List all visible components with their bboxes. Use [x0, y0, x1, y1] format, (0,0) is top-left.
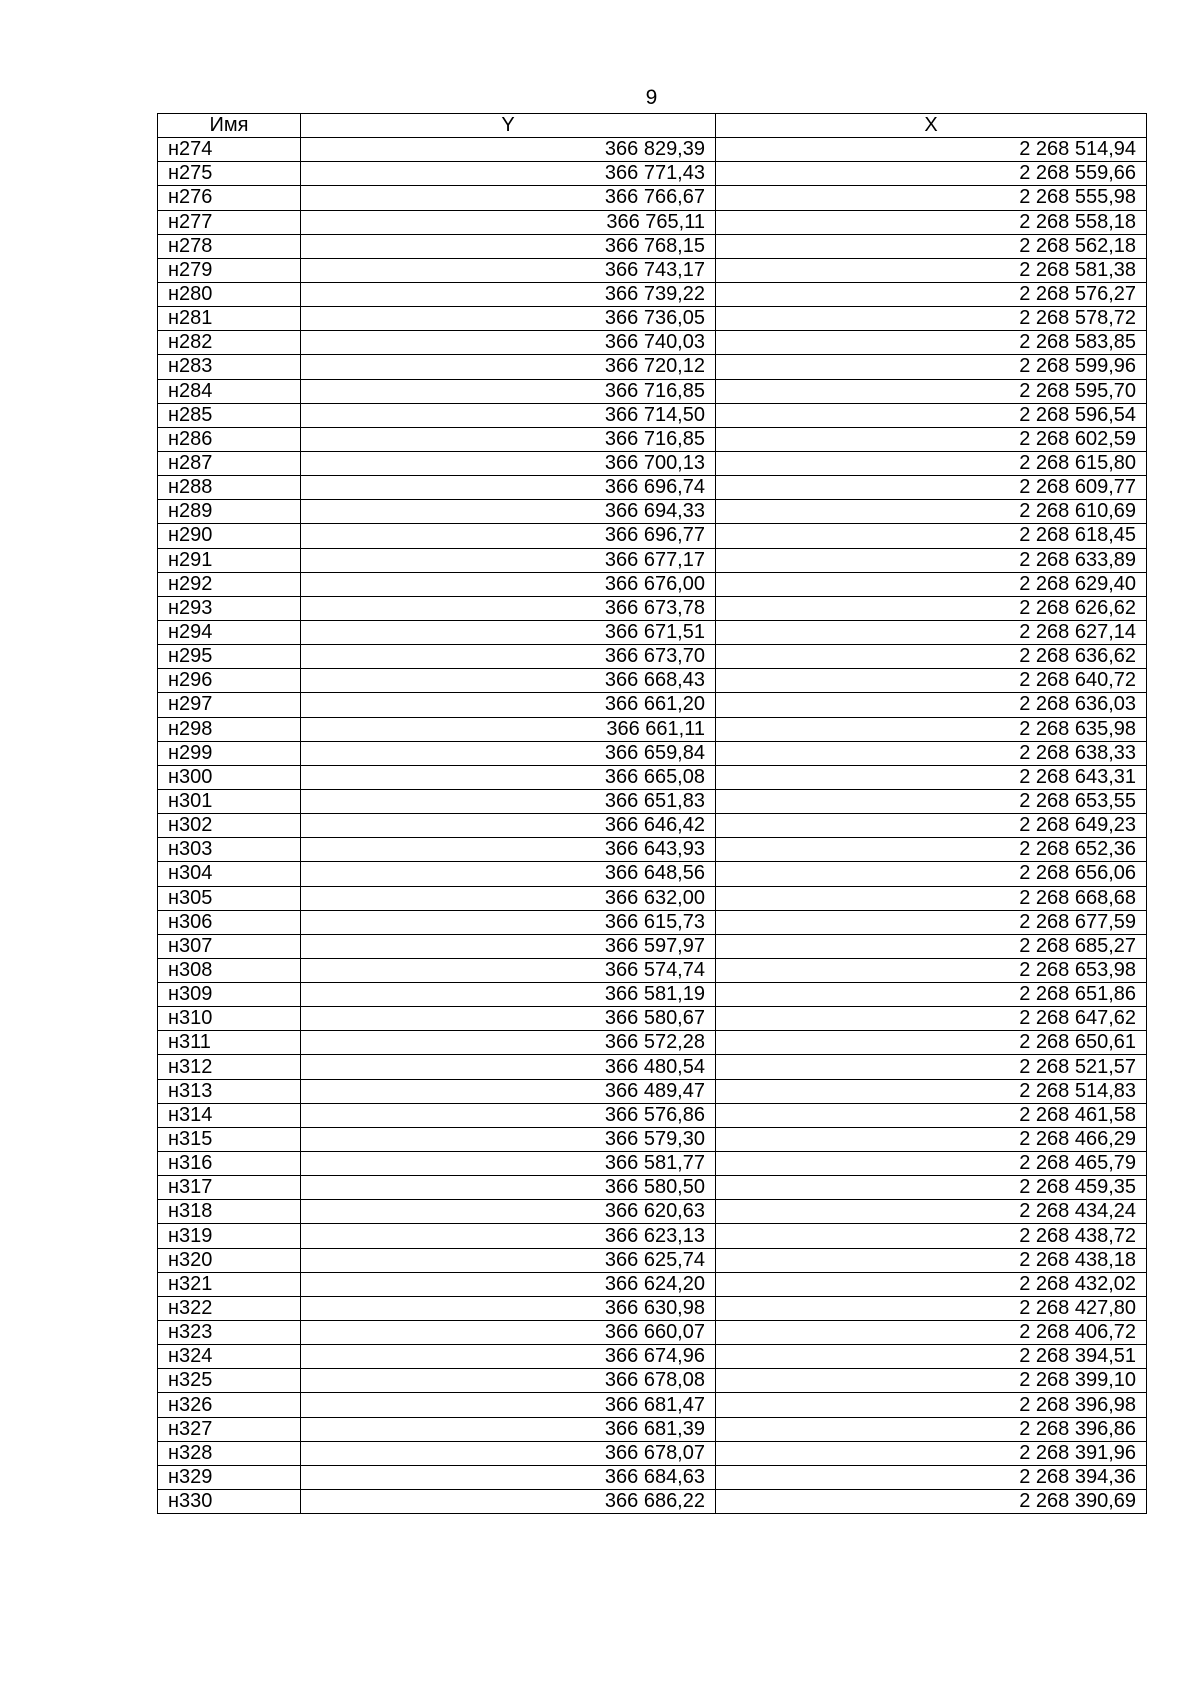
- table-row: [158, 451, 1147, 475]
- table-row: [158, 282, 1147, 306]
- point-name-cell: н321: [158, 1272, 301, 1296]
- table-row: [158, 1103, 1147, 1127]
- table-row: [158, 1490, 1147, 1514]
- point-name-cell: н284: [158, 379, 301, 403]
- y-coordinate-cell: 366 580,50: [301, 1176, 716, 1200]
- point-name-cell: н277: [158, 210, 301, 234]
- y-coordinate-cell: 366 668,43: [301, 669, 716, 693]
- y-coordinate-cell: 366 678,08: [301, 1369, 716, 1393]
- table-row: [158, 693, 1147, 717]
- point-name-cell: н274: [158, 138, 301, 162]
- table-row: [158, 1345, 1147, 1369]
- y-coordinate-cell: 366 632,00: [301, 886, 716, 910]
- table-row: [158, 1417, 1147, 1441]
- x-coordinate-cell: 2 268 466,29: [716, 1127, 1147, 1151]
- y-coordinate-cell: 366 671,51: [301, 620, 716, 644]
- point-name-cell: н282: [158, 331, 301, 355]
- x-coordinate-cell: 2 268 596,54: [716, 403, 1147, 427]
- point-name-cell: н289: [158, 500, 301, 524]
- table-row: [158, 355, 1147, 379]
- point-name-cell: н276: [158, 186, 301, 210]
- x-coordinate-cell: 2 268 461,58: [716, 1103, 1147, 1127]
- point-name-cell: н326: [158, 1393, 301, 1417]
- y-coordinate-cell: 366 681,47: [301, 1393, 716, 1417]
- x-coordinate-cell: 2 268 653,55: [716, 789, 1147, 813]
- table-row: [158, 1393, 1147, 1417]
- point-name-cell: н320: [158, 1248, 301, 1272]
- y-coordinate-cell: 366 648,56: [301, 862, 716, 886]
- y-coordinate-cell: 366 651,83: [301, 789, 716, 813]
- table-row: [158, 1007, 1147, 1031]
- x-coordinate-cell: 2 268 609,77: [716, 476, 1147, 500]
- point-name-cell: н325: [158, 1369, 301, 1393]
- point-name-cell: н295: [158, 645, 301, 669]
- table-row: [158, 669, 1147, 693]
- y-coordinate-cell: 366 716,85: [301, 427, 716, 451]
- x-coordinate-cell: 2 268 610,69: [716, 500, 1147, 524]
- y-coordinate-cell: 366 765,11: [301, 210, 716, 234]
- y-coordinate-cell: 366 580,67: [301, 1007, 716, 1031]
- y-coordinate-cell: 366 673,78: [301, 596, 716, 620]
- table-row: [158, 186, 1147, 210]
- y-coordinate-cell: 366 716,85: [301, 379, 716, 403]
- x-coordinate-cell: 2 268 555,98: [716, 186, 1147, 210]
- y-coordinate-cell: 366 743,17: [301, 258, 716, 282]
- table-row: [158, 765, 1147, 789]
- y-coordinate-cell: 366 720,12: [301, 355, 716, 379]
- point-name-cell: н283: [158, 355, 301, 379]
- point-name-cell: н322: [158, 1296, 301, 1320]
- column-header-x: X: [716, 114, 1147, 138]
- x-coordinate-cell: 2 268 562,18: [716, 234, 1147, 258]
- x-coordinate-cell: 2 268 656,06: [716, 862, 1147, 886]
- x-coordinate-cell: 2 268 668,68: [716, 886, 1147, 910]
- y-coordinate-cell: 366 694,33: [301, 500, 716, 524]
- point-name-cell: н300: [158, 765, 301, 789]
- point-name-cell: н287: [158, 451, 301, 475]
- table-row: [158, 1272, 1147, 1296]
- point-name-cell: н278: [158, 234, 301, 258]
- y-coordinate-cell: 366 676,00: [301, 572, 716, 596]
- x-coordinate-cell: 2 268 599,96: [716, 355, 1147, 379]
- point-name-cell: н324: [158, 1345, 301, 1369]
- table-row: [158, 1224, 1147, 1248]
- table-row: [158, 910, 1147, 934]
- x-coordinate-cell: 2 268 558,18: [716, 210, 1147, 234]
- y-coordinate-cell: 366 615,73: [301, 910, 716, 934]
- table-row: [158, 789, 1147, 813]
- x-coordinate-cell: 2 268 390,69: [716, 1490, 1147, 1514]
- table-row: [158, 838, 1147, 862]
- point-name-cell: н314: [158, 1103, 301, 1127]
- table-row: [158, 1055, 1147, 1079]
- y-coordinate-cell: 366 581,77: [301, 1152, 716, 1176]
- point-name-cell: н291: [158, 548, 301, 572]
- table-row: [158, 1248, 1147, 1272]
- page-number: 9: [645, 86, 658, 109]
- table-row: [158, 138, 1147, 162]
- table-row: [158, 934, 1147, 958]
- x-coordinate-cell: 2 268 394,36: [716, 1465, 1147, 1489]
- point-name-cell: н294: [158, 620, 301, 644]
- x-coordinate-cell: 2 268 640,72: [716, 669, 1147, 693]
- point-name-cell: н310: [158, 1007, 301, 1031]
- x-coordinate-cell: 2 268 649,23: [716, 814, 1147, 838]
- y-coordinate-cell: 366 677,17: [301, 548, 716, 572]
- point-name-cell: н275: [158, 162, 301, 186]
- x-coordinate-cell: 2 268 514,94: [716, 138, 1147, 162]
- x-coordinate-cell: 2 268 465,79: [716, 1152, 1147, 1176]
- point-name-cell: н317: [158, 1176, 301, 1200]
- table-row: [158, 427, 1147, 451]
- table-row: [158, 958, 1147, 982]
- table-body: [158, 138, 1147, 1514]
- table-row: [158, 983, 1147, 1007]
- point-name-cell: н296: [158, 669, 301, 693]
- x-coordinate-cell: 2 268 602,59: [716, 427, 1147, 451]
- table-row: [158, 620, 1147, 644]
- y-coordinate-cell: 366 771,43: [301, 162, 716, 186]
- x-coordinate-cell: 2 268 629,40: [716, 572, 1147, 596]
- x-coordinate-cell: 2 268 394,51: [716, 1345, 1147, 1369]
- x-coordinate-cell: 2 268 626,62: [716, 596, 1147, 620]
- x-coordinate-cell: 2 268 643,31: [716, 765, 1147, 789]
- y-coordinate-cell: 366 739,22: [301, 282, 716, 306]
- table-row: [158, 379, 1147, 403]
- table-row: [158, 1465, 1147, 1489]
- y-coordinate-cell: 366 630,98: [301, 1296, 716, 1320]
- table-row: [158, 162, 1147, 186]
- table-row: [158, 1079, 1147, 1103]
- x-coordinate-cell: 2 268 647,62: [716, 1007, 1147, 1031]
- point-name-cell: н286: [158, 427, 301, 451]
- y-coordinate-cell: 366 597,97: [301, 934, 716, 958]
- table-row: [158, 717, 1147, 741]
- y-coordinate-cell: 366 581,19: [301, 983, 716, 1007]
- point-name-cell: н301: [158, 789, 301, 813]
- point-name-cell: н299: [158, 741, 301, 765]
- x-coordinate-cell: 2 268 685,27: [716, 934, 1147, 958]
- header-row: [158, 114, 1147, 138]
- x-coordinate-cell: 2 268 521,57: [716, 1055, 1147, 1079]
- x-coordinate-cell: 2 268 653,98: [716, 958, 1147, 982]
- y-coordinate-cell: 366 659,84: [301, 741, 716, 765]
- table-row: [158, 476, 1147, 500]
- x-coordinate-cell: 2 268 636,03: [716, 693, 1147, 717]
- y-coordinate-cell: 366 714,50: [301, 403, 716, 427]
- y-coordinate-cell: 366 700,13: [301, 451, 716, 475]
- y-coordinate-cell: 366 660,07: [301, 1321, 716, 1345]
- table-row: [158, 814, 1147, 838]
- y-coordinate-cell: 366 661,11: [301, 717, 716, 741]
- table-row: [158, 234, 1147, 258]
- table-row: [158, 548, 1147, 572]
- table-row: [158, 1441, 1147, 1465]
- point-name-cell: н311: [158, 1031, 301, 1055]
- point-name-cell: н309: [158, 983, 301, 1007]
- x-coordinate-cell: 2 268 638,33: [716, 741, 1147, 765]
- x-coordinate-cell: 2 268 650,61: [716, 1031, 1147, 1055]
- y-coordinate-cell: 366 489,47: [301, 1079, 716, 1103]
- x-coordinate-cell: 2 268 583,85: [716, 331, 1147, 355]
- point-name-cell: н328: [158, 1441, 301, 1465]
- point-name-cell: н319: [158, 1224, 301, 1248]
- point-name-cell: н323: [158, 1321, 301, 1345]
- table-row: [158, 307, 1147, 331]
- x-coordinate-cell: 2 268 581,38: [716, 258, 1147, 282]
- y-coordinate-cell: 366 661,20: [301, 693, 716, 717]
- point-name-cell: н305: [158, 886, 301, 910]
- x-coordinate-cell: 2 268 635,98: [716, 717, 1147, 741]
- y-coordinate-cell: 366 480,54: [301, 1055, 716, 1079]
- y-coordinate-cell: 366 646,42: [301, 814, 716, 838]
- column-header-name: Имя: [158, 114, 301, 138]
- point-name-cell: н302: [158, 814, 301, 838]
- x-coordinate-cell: 2 268 651,86: [716, 983, 1147, 1007]
- x-coordinate-cell: 2 268 677,59: [716, 910, 1147, 934]
- table-row: [158, 886, 1147, 910]
- x-coordinate-cell: 2 268 438,18: [716, 1248, 1147, 1272]
- y-coordinate-cell: 366 740,03: [301, 331, 716, 355]
- table-row: [158, 1127, 1147, 1151]
- table-row: [158, 1031, 1147, 1055]
- point-name-cell: н297: [158, 693, 301, 717]
- point-name-cell: н293: [158, 596, 301, 620]
- point-name-cell: н304: [158, 862, 301, 886]
- y-coordinate-cell: 366 674,96: [301, 1345, 716, 1369]
- table-row: [158, 524, 1147, 548]
- y-coordinate-cell: 366 572,28: [301, 1031, 716, 1055]
- x-coordinate-cell: 2 268 459,35: [716, 1176, 1147, 1200]
- y-coordinate-cell: 366 678,07: [301, 1441, 716, 1465]
- table-row: [158, 1369, 1147, 1393]
- table-row: [158, 403, 1147, 427]
- y-coordinate-cell: 366 681,39: [301, 1417, 716, 1441]
- table-row: [158, 862, 1147, 886]
- y-coordinate-cell: 366 576,86: [301, 1103, 716, 1127]
- x-coordinate-cell: 2 268 514,83: [716, 1079, 1147, 1103]
- x-coordinate-cell: 2 268 578,72: [716, 307, 1147, 331]
- y-coordinate-cell: 366 620,63: [301, 1200, 716, 1224]
- table-header: [158, 114, 1147, 138]
- y-coordinate-cell: 366 574,74: [301, 958, 716, 982]
- y-coordinate-cell: 366 624,20: [301, 1272, 716, 1296]
- table-row: [158, 1321, 1147, 1345]
- x-coordinate-cell: 2 268 636,62: [716, 645, 1147, 669]
- y-coordinate-cell: 366 665,08: [301, 765, 716, 789]
- point-name-cell: н280: [158, 282, 301, 306]
- coordinates-table: [157, 113, 1147, 1514]
- y-coordinate-cell: 366 579,30: [301, 1127, 716, 1151]
- point-name-cell: н315: [158, 1127, 301, 1151]
- table-row: [158, 596, 1147, 620]
- x-coordinate-cell: 2 268 627,14: [716, 620, 1147, 644]
- y-coordinate-cell: 366 625,74: [301, 1248, 716, 1272]
- point-name-cell: н288: [158, 476, 301, 500]
- table-row: [158, 1176, 1147, 1200]
- point-name-cell: н303: [158, 838, 301, 862]
- x-coordinate-cell: 2 268 576,27: [716, 282, 1147, 306]
- point-name-cell: н313: [158, 1079, 301, 1103]
- y-coordinate-cell: 366 696,74: [301, 476, 716, 500]
- table-row: [158, 258, 1147, 282]
- x-coordinate-cell: 2 268 633,89: [716, 548, 1147, 572]
- x-coordinate-cell: 2 268 615,80: [716, 451, 1147, 475]
- y-coordinate-cell: 366 768,15: [301, 234, 716, 258]
- x-coordinate-cell: 2 268 427,80: [716, 1296, 1147, 1320]
- x-coordinate-cell: 2 268 434,24: [716, 1200, 1147, 1224]
- point-name-cell: н292: [158, 572, 301, 596]
- table-row: [158, 741, 1147, 765]
- y-coordinate-cell: 366 736,05: [301, 307, 716, 331]
- point-name-cell: н281: [158, 307, 301, 331]
- table-row: [158, 210, 1147, 234]
- column-header-y: Y: [301, 114, 716, 138]
- x-coordinate-cell: 2 268 438,72: [716, 1224, 1147, 1248]
- point-name-cell: н312: [158, 1055, 301, 1079]
- point-name-cell: н306: [158, 910, 301, 934]
- x-coordinate-cell: 2 268 399,10: [716, 1369, 1147, 1393]
- point-name-cell: н279: [158, 258, 301, 282]
- y-coordinate-cell: 366 696,77: [301, 524, 716, 548]
- table-row: [158, 331, 1147, 355]
- y-coordinate-cell: 366 766,67: [301, 186, 716, 210]
- point-name-cell: н316: [158, 1152, 301, 1176]
- x-coordinate-cell: 2 268 432,02: [716, 1272, 1147, 1296]
- table-row: [158, 500, 1147, 524]
- table-row: [158, 572, 1147, 596]
- y-coordinate-cell: 366 673,70: [301, 645, 716, 669]
- x-coordinate-cell: 2 268 652,36: [716, 838, 1147, 862]
- x-coordinate-cell: 2 268 618,45: [716, 524, 1147, 548]
- point-name-cell: н330: [158, 1490, 301, 1514]
- table-row: [158, 645, 1147, 669]
- x-coordinate-cell: 2 268 396,98: [716, 1393, 1147, 1417]
- point-name-cell: н329: [158, 1465, 301, 1489]
- y-coordinate-cell: 366 686,22: [301, 1490, 716, 1514]
- x-coordinate-cell: 2 268 396,86: [716, 1417, 1147, 1441]
- point-name-cell: н307: [158, 934, 301, 958]
- y-coordinate-cell: 366 643,93: [301, 838, 716, 862]
- point-name-cell: н318: [158, 1200, 301, 1224]
- y-coordinate-cell: 366 623,13: [301, 1224, 716, 1248]
- x-coordinate-cell: 2 268 406,72: [716, 1321, 1147, 1345]
- x-coordinate-cell: 2 268 391,96: [716, 1441, 1147, 1465]
- y-coordinate-cell: 366 684,63: [301, 1465, 716, 1489]
- point-name-cell: н285: [158, 403, 301, 427]
- point-name-cell: н308: [158, 958, 301, 982]
- point-name-cell: н327: [158, 1417, 301, 1441]
- x-coordinate-cell: 2 268 595,70: [716, 379, 1147, 403]
- point-name-cell: н298: [158, 717, 301, 741]
- table-row: [158, 1200, 1147, 1224]
- y-coordinate-cell: 366 829,39: [301, 138, 716, 162]
- table-row: [158, 1152, 1147, 1176]
- table-row: [158, 1296, 1147, 1320]
- point-name-cell: н290: [158, 524, 301, 548]
- x-coordinate-cell: 2 268 559,66: [716, 162, 1147, 186]
